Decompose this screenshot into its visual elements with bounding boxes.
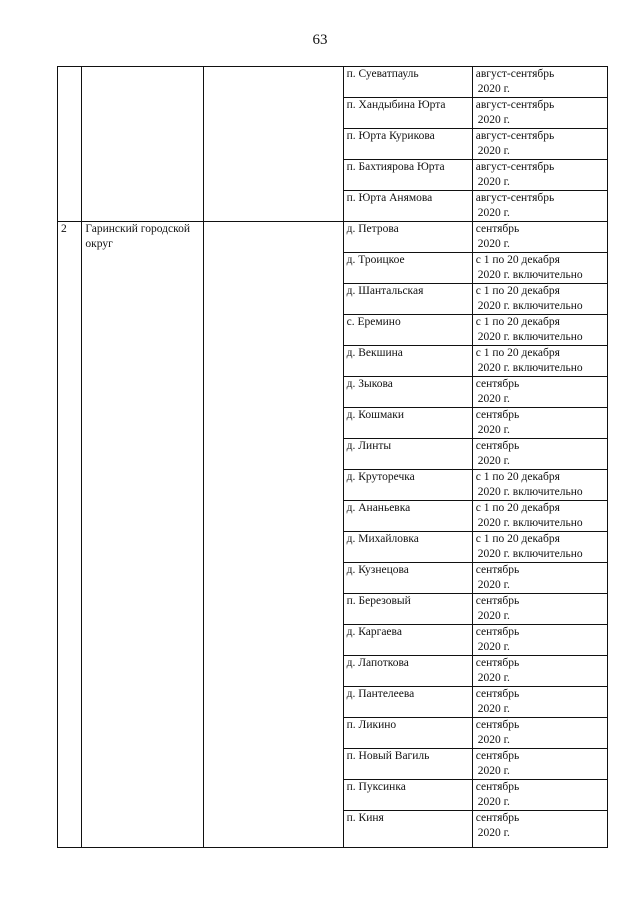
date-cell: [472, 563, 607, 594]
date-line: сентябрь: [475, 409, 520, 421]
date-line: с 1 по 20 декабря: [475, 533, 560, 545]
date-cell: [472, 98, 607, 129]
settlement-cell: п. Юрта Анямова: [343, 191, 472, 222]
date-cell: [472, 408, 607, 439]
date-line: сентябрь: [475, 440, 520, 452]
settlement-cell: д. Кузнецова: [343, 563, 472, 594]
settlement-cell: д. Петрова: [343, 222, 472, 253]
settlement-cell: д. Троицкое: [343, 253, 472, 284]
settlement-cell: д. Круторечка: [343, 470, 472, 501]
settlement-cell: д. Пантелеева: [343, 687, 472, 718]
date-cell: [472, 811, 607, 848]
date-cell: [472, 315, 607, 346]
table-row: [58, 67, 608, 98]
settlement-cell: д. Лапоткова: [343, 656, 472, 687]
date-cell: [472, 253, 607, 284]
date-cell: [472, 501, 607, 532]
date-cell: [472, 594, 607, 625]
settlement-cell: д. Зыкова: [343, 377, 472, 408]
date-line: 2020 г.: [477, 734, 510, 746]
date-cell: [472, 656, 607, 687]
date-cell: [472, 687, 607, 718]
date-line: с 1 по 20 декабря: [475, 347, 560, 359]
table-row: [58, 222, 608, 253]
date-line: август-сентябрь: [475, 192, 555, 204]
date-cell: [472, 377, 607, 408]
date-line: сентябрь: [475, 812, 520, 824]
date-cell: [472, 532, 607, 563]
date-line: 2020 г.: [477, 579, 510, 591]
date-line: сентябрь: [475, 719, 520, 731]
settlement-cell: д. Ананьевка: [343, 501, 472, 532]
section-number: 2: [58, 222, 82, 848]
date-line: сентябрь: [475, 750, 520, 762]
date-line: 2020 г.: [477, 176, 510, 188]
date-line: август-сентябрь: [475, 161, 555, 173]
empty-cell: [82, 67, 204, 222]
date-line: 2020 г.: [477, 207, 510, 219]
date-line: 2020 г.: [477, 114, 510, 126]
date-cell: [472, 129, 607, 160]
settlement-cell: п. Березовый: [343, 594, 472, 625]
date-cell: [472, 718, 607, 749]
date-cell: [472, 284, 607, 315]
date-line: 2020 г.: [477, 393, 510, 405]
date-line: 2020 г. включительно: [477, 486, 583, 498]
settlement-cell: п. Ликино: [343, 718, 472, 749]
date-line: 2020 г.: [477, 145, 510, 157]
date-line: сентябрь: [475, 781, 520, 793]
date-line: 2020 г.: [477, 796, 510, 808]
empty-cell: [204, 67, 343, 222]
date-line: 2020 г.: [477, 765, 510, 777]
date-cell: [472, 439, 607, 470]
date-line: 2020 г.: [477, 703, 510, 715]
settlement-cell: д. Шантальская: [343, 284, 472, 315]
settlement-cell: д. Векшина: [343, 346, 472, 377]
date-line: 2020 г. включительно: [477, 517, 583, 529]
date-line: 2020 г. включительно: [477, 331, 583, 343]
date-cell: [472, 749, 607, 780]
date-line: август-сентябрь: [475, 99, 555, 111]
date-line: 2020 г. включительно: [477, 300, 583, 312]
date-line: сентябрь: [475, 378, 520, 390]
date-cell: [472, 160, 607, 191]
date-cell: [472, 470, 607, 501]
date-line: 2020 г.: [477, 641, 510, 653]
date-line: 2020 г.: [477, 83, 510, 95]
date-line: сентябрь: [475, 688, 520, 700]
date-line: с 1 по 20 декабря: [475, 316, 560, 328]
schedule-table: [57, 66, 608, 848]
settlement-cell: п. Киня: [343, 811, 472, 848]
date-line: сентябрь: [475, 657, 520, 669]
date-line: 2020 г.: [477, 672, 510, 684]
settlement-cell: п. Новый Вагиль: [343, 749, 472, 780]
date-cell: [472, 625, 607, 656]
date-line: сентябрь: [475, 564, 520, 576]
date-line: 2020 г. включительно: [477, 269, 583, 281]
date-line: 2020 г.: [477, 455, 510, 467]
district-name: Гаринский городской округ: [82, 222, 204, 848]
date-line: 2020 г.: [477, 238, 510, 250]
date-line: сентябрь: [475, 626, 520, 638]
date-line: 2020 г.: [477, 424, 510, 436]
date-cell: [472, 346, 607, 377]
date-cell: [472, 222, 607, 253]
date-line: 2020 г.: [477, 610, 510, 622]
date-line: 2020 г. включительно: [477, 362, 583, 374]
date-line: сентябрь: [475, 223, 520, 235]
date-line: август-сентябрь: [475, 130, 555, 142]
date-cell: [472, 67, 607, 98]
date-line: август-сентябрь: [475, 68, 555, 80]
empty-cell: [58, 67, 82, 222]
date-line: с 1 по 20 декабря: [475, 502, 560, 514]
settlement-cell: д. Каргаева: [343, 625, 472, 656]
settlement-cell: п. Бахтиярова Юрта: [343, 160, 472, 191]
date-line: с 1 по 20 декабря: [475, 285, 560, 297]
date-cell: [472, 191, 607, 222]
settlement-cell: п. Хандыбина Юрта: [343, 98, 472, 129]
date-line: с 1 по 20 декабря: [475, 471, 560, 483]
settlement-cell: п. Суеватпауль: [343, 67, 472, 98]
empty-cell: [204, 222, 343, 848]
page-number: 63: [312, 32, 328, 48]
date-line: 2020 г. включительно: [477, 548, 583, 560]
settlement-cell: п. Юрта Курикова: [343, 129, 472, 160]
settlement-cell: д. Линты: [343, 439, 472, 470]
settlement-cell: д. Кошмаки: [343, 408, 472, 439]
date-line: 2020 г.: [477, 827, 510, 839]
settlement-cell: д. Михайловка: [343, 532, 472, 563]
settlement-cell: п. Пуксинка: [343, 780, 472, 811]
date-cell: [472, 780, 607, 811]
settlement-cell: с. Еремино: [343, 315, 472, 346]
date-line: с 1 по 20 декабря: [475, 254, 560, 266]
date-line: сентябрь: [475, 595, 520, 607]
